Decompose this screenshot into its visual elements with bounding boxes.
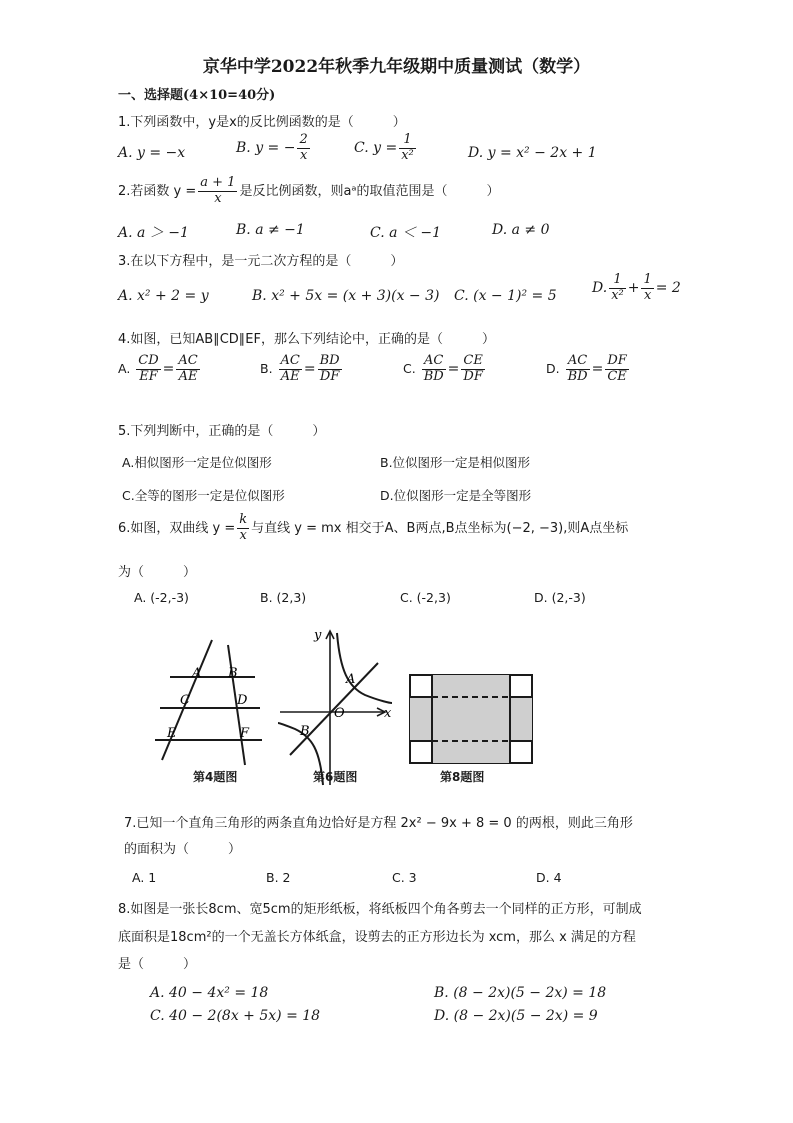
fig6-label-y: y — [314, 628, 322, 643]
numerator: 1 — [399, 133, 416, 149]
q8-option-a: A. 40 − 4x² = 18 — [150, 985, 269, 1001]
q1-option-a: A. y = −x — [118, 145, 186, 161]
denominator: x — [643, 287, 652, 303]
q3-option-d-fraction-2 — [641, 273, 653, 304]
option-label: C. — [403, 360, 416, 376]
equals-sign: = — [591, 360, 604, 377]
denominator: x² — [611, 287, 624, 303]
question-5: 5.下列判断中，正确的是（ ） — [118, 424, 326, 439]
fig4-label-c: C — [180, 693, 190, 708]
denominator: AE — [280, 368, 300, 384]
fig4-label-f: F — [240, 726, 250, 741]
denominator: BD — [567, 368, 588, 384]
denominator: x — [214, 190, 222, 206]
fraction — [566, 354, 590, 385]
numerator: AC — [422, 354, 446, 370]
question-1: 1.下列函数中，y是x的反比例函数的是（ ） — [118, 115, 406, 130]
q5-option-b: B.位似图形一定是相似图形 — [380, 455, 531, 470]
option-label: B. — [260, 360, 273, 376]
question-8-continued: 底面积是18cm²的一个无盖长方体纸盒，设剪去的正方形边长为 xcm，那么 x 满足的方程 — [118, 930, 636, 945]
question-2-tail: 是反比例函数，则aᵃ的取值范围是（ ） — [239, 183, 500, 199]
q6-option-d: D. (2,-3) — [534, 590, 586, 605]
numerator: 2 — [299, 132, 308, 147]
denominator: CE — [607, 368, 627, 384]
q7-option-d: D. 4 — [536, 870, 562, 885]
q3-option-d — [592, 273, 681, 304]
numerator: DF — [607, 353, 627, 368]
fraction — [176, 354, 199, 385]
denominator: x — [299, 147, 308, 163]
denominator: DF — [463, 368, 483, 384]
q3-option-b: B. x² + 5x = (x + 3)(x − 3) — [252, 288, 440, 304]
question-7: 7.已知一个直角三角形的两条直角边恰好是方程 2x² − 9x + 8 = 0 的两根，则此三角形 — [124, 816, 633, 831]
q5-option-d: D.位似图形一定是全等图形 — [380, 488, 532, 503]
q7-option-c: C. 3 — [392, 870, 417, 885]
q3-option-d-rhs: = 2 — [655, 279, 681, 296]
option-label: D. — [546, 360, 560, 376]
question-4: 4.如图，已知AB∥CD∥EF，那么下列结论中，正确的是（ ） — [118, 332, 495, 347]
q4-option-c — [403, 354, 487, 385]
q3-option-d-label: D. — [592, 279, 608, 296]
q6-fraction — [237, 513, 249, 544]
denominator: DF — [319, 368, 340, 384]
page-title: 京华中学2022年秋季九年级期中质量测试（数学） — [202, 57, 591, 77]
q5-option-c: C.全等的图形一定是位似图形 — [122, 488, 285, 503]
q2-option-d: D. a ≠ 0 — [492, 222, 550, 238]
figure-8-caption: 第8题图 — [440, 770, 485, 784]
q7-option-b: B. 2 — [266, 870, 291, 885]
q6-option-c: C. (-2,3) — [400, 590, 451, 605]
q1-option-c-fraction — [399, 133, 416, 164]
numerator: AC — [280, 353, 300, 368]
option-label: A. — [118, 360, 131, 376]
question-7-continued: 的面积为（ ） — [124, 842, 242, 857]
q2-option-a: A. a ＞ −1 — [118, 225, 189, 241]
numerator: CD — [138, 353, 159, 368]
question-2-lead: 2.若函数 y = — [118, 183, 197, 199]
fraction — [136, 354, 160, 385]
q1-option-b-text: B. y = − — [236, 139, 296, 156]
q4-option-d — [546, 354, 631, 385]
fraction — [279, 354, 302, 385]
fraction — [318, 354, 342, 385]
fig4-label-b: B — [228, 666, 238, 681]
figure-8-box-net — [410, 675, 532, 763]
denominator: AE — [178, 368, 198, 384]
q8-option-c: C. 40 − 2(8x + 5x) = 18 — [150, 1008, 321, 1024]
numerator: a + 1 — [200, 175, 236, 190]
question-8-continued-2: 是（ ） — [118, 957, 197, 972]
numerator: 1 — [609, 273, 626, 289]
q6-option-a: A. (-2,-3) — [134, 590, 189, 605]
fig4-label-e: E — [167, 726, 177, 741]
q2-option-b: B. a ≠ −1 — [236, 222, 305, 238]
q1-option-d: D. y = x² − 2x + 1 — [468, 145, 597, 161]
q3-option-c: C. (x − 1)² = 5 — [454, 288, 557, 304]
fig6-label-b: B — [300, 724, 310, 739]
q6-option-b: B. (2,3) — [260, 590, 307, 605]
q1-option-b-fraction — [297, 133, 309, 164]
fraction — [461, 354, 484, 385]
figures-strip — [140, 625, 540, 790]
question-6-tail: 与直线 y = mx 相交于A、B两点,B点坐标为(−2, −3),则A点坐标 — [251, 520, 629, 536]
denominator: x — [239, 527, 247, 543]
q8-option-d: D. (8 − 2x)(5 − 2x) = 9 — [434, 1008, 598, 1024]
q4-option-b — [260, 354, 344, 385]
q2-fraction — [198, 176, 237, 207]
equals-sign: = — [162, 360, 175, 377]
plus-sign: + — [627, 279, 640, 296]
q8-option-b: B. (8 − 2x)(5 − 2x) = 18 — [434, 985, 607, 1001]
denominator: x² — [401, 147, 414, 163]
fig6-label-o: O — [334, 706, 345, 721]
fig4-label-a: A — [192, 666, 202, 681]
equals-sign: = — [447, 360, 460, 377]
numerator: AC — [566, 354, 590, 370]
q1-option-c-text: C. y = — [354, 139, 398, 156]
fraction — [605, 354, 628, 385]
equals-sign: = — [303, 360, 316, 377]
fig4-label-d: D — [237, 693, 248, 708]
denominator: EF — [139, 368, 158, 384]
figure-4-caption: 第4题图 — [193, 770, 238, 784]
question-2 — [118, 176, 500, 207]
question-6-lead: 6.如图，双曲线 y = — [118, 520, 236, 536]
question-6 — [118, 513, 628, 544]
numerator: AC — [178, 353, 198, 368]
numerator: CE — [461, 354, 484, 370]
q7-option-a: A. 1 — [132, 870, 157, 885]
fig6-label-x: x — [384, 706, 392, 721]
q4-option-a — [118, 354, 202, 385]
q3-option-d-fraction-1 — [609, 273, 626, 304]
denominator: BD — [423, 368, 444, 384]
question-3: 3.在以下方程中，是一元二次方程的是（ ） — [118, 254, 404, 269]
q2-option-c: C. a ＜ −1 — [370, 225, 441, 241]
question-6-continued: 为（ ） — [118, 565, 197, 580]
q3-option-a: A. x² + 2 = y — [118, 288, 209, 304]
q1-option-b — [236, 133, 312, 164]
shaded-strip-horizontal — [410, 697, 532, 741]
q5-option-a: A.相似图形一定是位似图形 — [122, 455, 272, 470]
numerator: BD — [319, 353, 340, 368]
numerator: 1 — [643, 272, 652, 287]
figure-6-caption: 第6题图 — [313, 770, 358, 784]
q1-option-c — [354, 133, 418, 164]
fraction — [422, 354, 446, 385]
section-heading: 一、选择题(4×10=40分) — [118, 88, 276, 103]
question-8: 8.如图是一张长8cm、宽5cm的矩形纸板，将纸板四个角各剪去一个同样的正方形，可制成 — [118, 902, 642, 917]
fig6-label-a: A — [346, 672, 356, 687]
numerator: k — [239, 512, 248, 527]
hyperbola-branch-1 — [337, 633, 392, 703]
